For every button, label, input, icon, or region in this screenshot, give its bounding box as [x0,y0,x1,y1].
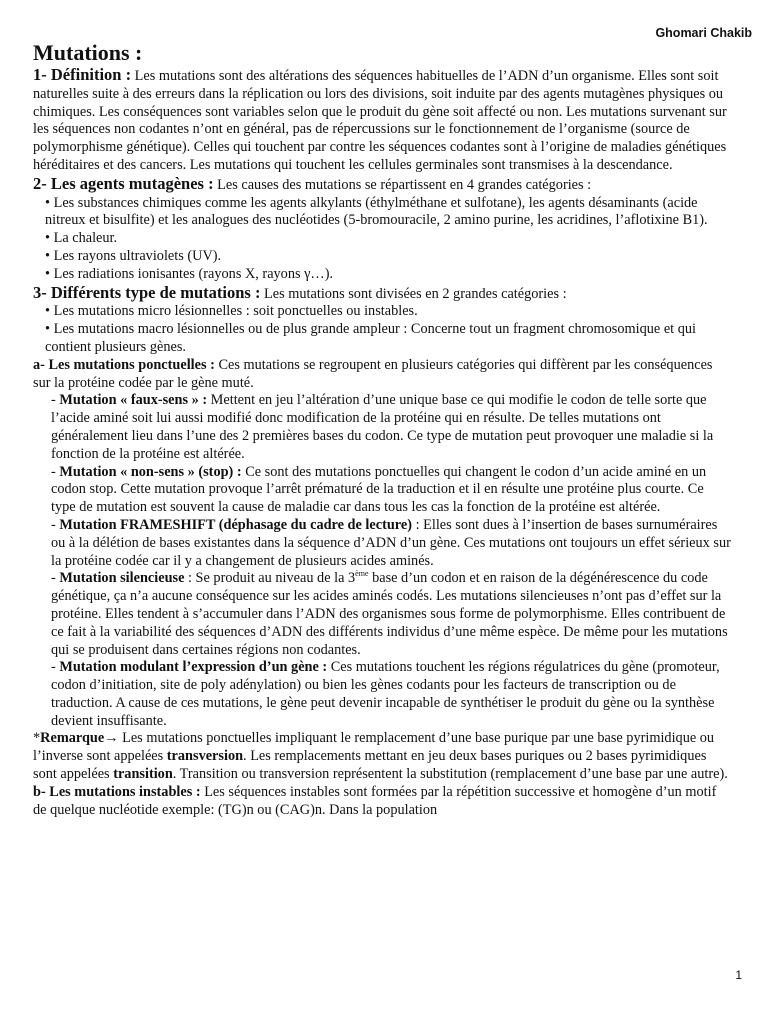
mutation-label: Mutation modulant l’expression d’un gène : [59,659,328,676]
dash: - [51,570,60,587]
keyword-transversion: transversion [166,748,244,765]
mutation-text: base d’un codon et en raison de la dégénérescence du code génétique, ça n’a aucune conséquence sur les acides aminés codés. Les mutations silencieuses n’ont pas d’effet sur la protéine. Elles tendent à s’accumuler dans l’ADN des organismes sous forme de polymorphisme. Elles contribuent de ce fait à la variabilité des séquences d’ADN des différents individus d’une même espèce. De même pour les mutations qui se produisent dans certaines régions non codantes. [51,570,728,658]
section-instables [33,784,731,820]
mutation-text: : Elles sont dues à l’insertion de bases surnuméraires ou à la délétion de bases existantes dans la séquence d’ADN d’un gène. Ces mutations ont toujours un effet sérieux sur la protéine codée car il y a changement de plusieurs acides aminés. [51,516,731,569]
author-name: Ghomari Chakib [655,26,752,40]
section-ponctuelles [33,357,731,393]
asterisk: * [33,730,41,747]
mutation-text: : Se produit au niveau de la 3 [184,570,356,587]
remark-label: Remarque→ [40,730,119,747]
remark-text: . Transition ou transversion représentent la substitution (remplacement d’une base par une autre). [172,766,728,783]
section-heading: 1- Définition : [33,65,132,84]
mutation-text: Ces mutations touchent les régions régulatrices du gène (promoteur, codon d’initiation, site de poly adénylation) ou bien les gènes codants pour les facteurs de transcription ou de traduction. A cause de ces mutations, le gène peut devenir incapable de synthétiser le produit du gène ou la synthèse devient insuffisante. [51,659,720,729]
remark-text: . Les remplacements mettant en jeu deux bases puriques ou 2 bases pyrimidiques sont appelées [33,748,707,783]
dash: - [51,516,60,533]
section-text: Les séquences instables sont formées par la répétition successive et homogène d’un motif de quelque nucléotide exemple: (TG)n ou (CAG)n. Dans la population [33,783,717,818]
section-text: Ces mutations se regroupent en plusieurs catégories qui diffèrent par les conséquences sur la protéine codée par le gène muté. [33,356,713,391]
mutation-faux-sens [33,392,731,463]
keyword-transition: transition [113,766,173,783]
mutation-text: Mettent en jeu l’altération d’une unique base ce qui modifie le codon de telle sorte que l’acide aminé soit lui aussi modifié donc modification de la protéine qui en résulte. De telles mutations ont généralement lieu dans l’une des 2 premières bases du codon. Ce type de mutation peut provoquer une maladie si la fonction de la protéine est altérée. [51,392,714,462]
mutation-frameshift [33,517,731,570]
document-body [33,40,731,819]
list-item: • Les radiations ionisantes (rayons X, rayons γ…). [45,265,334,282]
mutation-label: Mutation « faux-sens » : [59,392,208,409]
section-heading: 3- Différents type de mutations : [33,282,261,302]
section-text: Les mutations sont divisées en 2 grandes catégories : [260,285,567,302]
section-heading: a- Les mutations ponctuelles : [33,356,215,373]
remark-text: Les mutations ponctuelles impliquant le remplacement d’une base purique par une base pyrimidique ou l’inverse sont appelées [33,730,715,765]
section-heading: b- Les mutations instables : [33,783,201,800]
list-item: • Les rayons ultraviolets (UV). [45,247,222,264]
section-definition [33,66,731,175]
section-agents [33,175,731,195]
mutation-text: Ce sont des mutations ponctuelles qui changent le codon d’un acide aminé en un codon stop. Cette mutation provoque l’arrêt prématuré de la traduction et il en résulte une protéine plus courte. Ce type de mutation est souvent la cause de maladie car dans tous les cas la fonction de la protéine est altérée. [51,463,707,516]
mutation-non-sens [33,464,731,517]
page-title: Mutations : [33,40,143,65]
section-heading: 2- Les agents mutagènes : [33,173,214,193]
dash: - [51,463,60,480]
page-number: 1 [735,968,742,982]
mutation-expression [33,659,731,730]
superscript: ème [355,569,369,579]
mutation-silencieuse [33,570,731,659]
list-item: • Les mutations micro lésionnelles : soit ponctuelles ou instables. [45,303,418,320]
mutation-label: Mutation « non-sens » (stop) : [59,463,242,480]
section-text: Les mutations sont des altérations des séquences habituelles de l’ADN d’un organisme. Elles sont soit naturelles suite à des erreurs dans la réplication ou lors des divisions, soit induite par des agents mutagènes physiques ou chimiques. Les conséquences sont variables selon que le produit du gène soit affecté ou non. Les mutations survenant sur les séquences non codantes n’ont en général, pas de répercussions sur le fonctionnement de l’organisme (source de polymorphisme génétique). Celles qui touchent par contre les séquences codantes sont à l’origine de maladies génétiques héréditaires et des cancers. Les mutations qui touchent les cellules germinales sont transmises à la descendance. [33,68,727,173]
dash: - [51,392,60,409]
section-text: Les causes des mutations se répartissent en 4 grandes catégories : [213,176,592,193]
mutation-label: Mutation silencieuse [59,570,185,587]
list-item: • Les substances chimiques comme les agents alkylants (éthylméthane et sulfotane), les agents désaminants (acide nitreux et bisulfite) et les analogues des nucléotides (5-bromouracile, 2 amino purine, les acridines, l’aflotixine B1). [45,194,708,229]
list-item: • La chaleur. [45,230,118,247]
section-types [33,284,731,304]
dash: - [51,659,60,676]
list-item: • Les mutations macro lésionnelles ou de plus grande ampleur : Concerne tout un fragment chromosomique et qui contient plusieurs gènes. [45,321,696,355]
remark-paragraph [33,730,731,783]
mutation-label: Mutation FRAMESHIFT (déphasage du cadre de lecture) [59,516,412,533]
